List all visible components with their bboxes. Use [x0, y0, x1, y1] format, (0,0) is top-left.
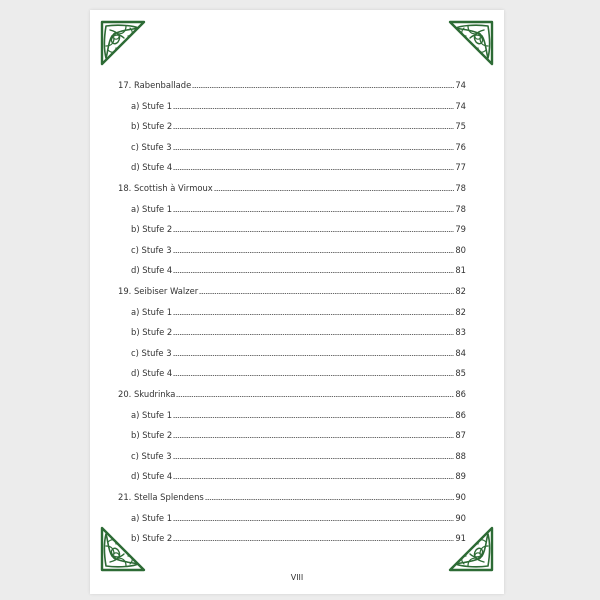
dot-leader: [173, 211, 454, 212]
toc-page-number: 74: [455, 100, 466, 111]
dot-leader: [173, 149, 455, 150]
toc-entry-title: d) Stufe 4: [131, 162, 173, 173]
toc-page-number: 78: [455, 203, 466, 214]
toc-entry-title: 21. Stella Splendens: [118, 492, 204, 502]
dot-leader: [176, 396, 454, 397]
toc-subentry[interactable]: [131, 510, 466, 524]
toc-page-number: 89: [455, 471, 466, 482]
toc-entry-title: d) Stufe 4: [131, 368, 173, 379]
toc-page-number: 77: [455, 162, 466, 173]
dot-leader: [173, 437, 454, 438]
toc-subentry[interactable]: [131, 345, 466, 359]
toc-subentry[interactable]: [131, 427, 466, 441]
dot-leader: [173, 272, 454, 273]
toc-entry-title: d) Stufe 4: [131, 471, 173, 482]
toc-page-number: 81: [455, 265, 466, 276]
toc-subentry[interactable]: [131, 98, 466, 112]
celtic-knot-corner-icon: [100, 20, 146, 66]
dot-leader: [199, 293, 454, 294]
toc-page-number: 86: [455, 409, 466, 420]
dot-leader: [173, 128, 454, 129]
toc-entry-title: c) Stufe 3: [131, 450, 172, 461]
toc-page-number: 75: [455, 121, 466, 132]
toc-chapter-entry[interactable]: [118, 283, 466, 297]
toc-entry-title: b) Stufe 2: [131, 121, 173, 132]
toc-subentry[interactable]: [131, 530, 466, 544]
toc-entry-title: a) Stufe 1: [131, 512, 173, 523]
book-page: [90, 10, 504, 594]
dot-leader: [214, 190, 455, 191]
dot-leader: [173, 314, 454, 315]
toc-subentry[interactable]: [131, 201, 466, 215]
toc-entry-title: c) Stufe 3: [131, 141, 172, 152]
toc-entry-title: b) Stufe 2: [131, 430, 173, 441]
toc-entry-title: a) Stufe 1: [131, 203, 173, 214]
toc-entry-title: b) Stufe 2: [131, 327, 173, 338]
dot-leader: [173, 375, 454, 376]
toc-page-number: 86: [455, 389, 466, 399]
toc-entry-title: 18. Scottish à Virmoux: [118, 183, 213, 193]
toc-entry-title: d) Stufe 4: [131, 265, 173, 276]
dot-leader: [173, 252, 455, 253]
toc-chapter-entry[interactable]: [118, 489, 466, 503]
toc-subentry[interactable]: [131, 118, 466, 132]
toc-page-number: 78: [455, 183, 466, 193]
dot-leader: [192, 87, 454, 88]
toc-page-number: 79: [455, 224, 466, 235]
toc-subentry[interactable]: [131, 159, 466, 173]
toc-page-number: 90: [455, 492, 466, 502]
dot-leader: [173, 458, 455, 459]
toc-entry-title: a) Stufe 1: [131, 306, 173, 317]
toc-page-number: 82: [455, 306, 466, 317]
toc-entry-title: 20. Skudrinka: [118, 389, 176, 399]
toc-chapter-entry[interactable]: [118, 77, 466, 91]
toc-entry-title: c) Stufe 3: [131, 347, 172, 358]
toc-subentry[interactable]: [131, 242, 466, 256]
toc-entry-title: 17. Rabenballade: [118, 80, 192, 90]
page-number: VIII: [290, 573, 304, 582]
toc-entry-title: b) Stufe 2: [131, 533, 173, 544]
toc-subentry[interactable]: [131, 262, 466, 276]
toc-page-number: 87: [455, 430, 466, 441]
toc-page-number: 84: [455, 347, 466, 358]
toc-subentry[interactable]: [131, 448, 466, 462]
toc-entry-title: a) Stufe 1: [131, 409, 173, 420]
dot-leader: [173, 540, 454, 541]
toc-page-number: 91: [455, 533, 466, 544]
dot-leader: [205, 499, 455, 500]
toc-subentry[interactable]: [131, 468, 466, 482]
toc-entry-title: 19. Seibiser Walzer: [118, 286, 199, 296]
toc-subentry[interactable]: [131, 407, 466, 421]
dot-leader: [173, 355, 455, 356]
toc-page-number: 90: [455, 512, 466, 523]
dot-leader: [173, 520, 454, 521]
celtic-knot-corner-icon: [448, 20, 494, 66]
dot-leader: [173, 417, 454, 418]
toc-entry-title: c) Stufe 3: [131, 244, 172, 255]
toc-subentry[interactable]: [131, 365, 466, 379]
dot-leader: [173, 169, 454, 170]
toc-page-number: 83: [455, 327, 466, 338]
toc-page-number: 76: [455, 141, 466, 152]
toc-subentry[interactable]: [131, 304, 466, 318]
toc-page-number: 80: [455, 244, 466, 255]
toc-page-number: 74: [455, 80, 466, 90]
dot-leader: [173, 231, 454, 232]
toc-chapter-entry[interactable]: [118, 386, 466, 400]
toc-page-number: 85: [455, 368, 466, 379]
toc-chapter-entry[interactable]: [118, 180, 466, 194]
toc-entry-title: a) Stufe 1: [131, 100, 173, 111]
dot-leader: [173, 108, 454, 109]
toc-subentry[interactable]: [131, 139, 466, 153]
dot-leader: [173, 478, 454, 479]
dot-leader: [173, 334, 454, 335]
toc-subentry[interactable]: [131, 324, 466, 338]
toc-page-number: 82: [455, 286, 466, 296]
toc-page-number: 88: [455, 450, 466, 461]
toc-subentry[interactable]: [131, 221, 466, 235]
toc-entry-title: b) Stufe 2: [131, 224, 173, 235]
